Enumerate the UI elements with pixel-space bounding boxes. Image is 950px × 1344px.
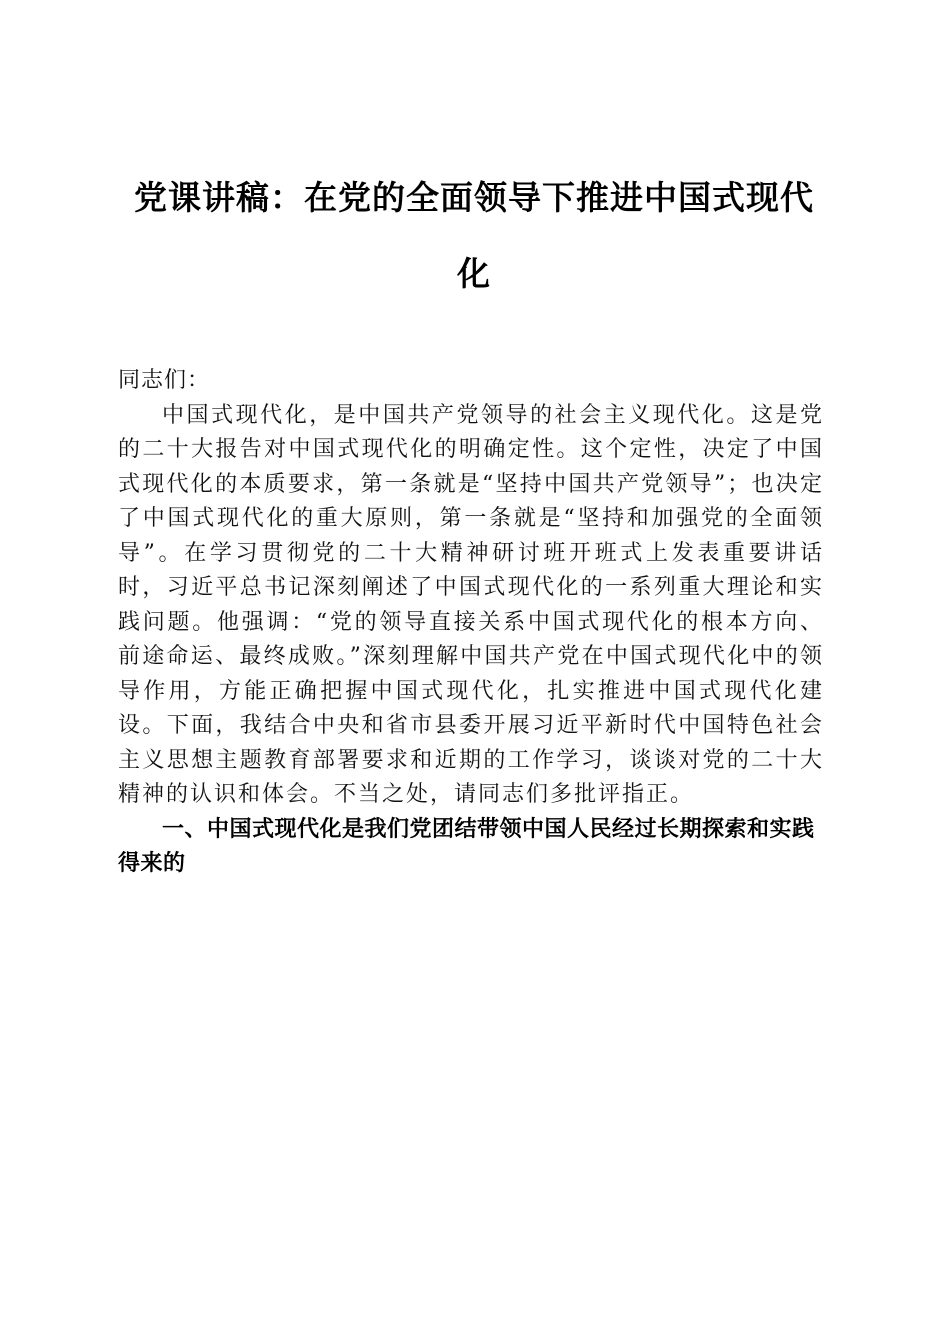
body-paragraph: 中国式现代化，是中国共产党领导的社会主义现代化。这是党的二十大报告对中国式现代化的明确定性。这个定性，决定了中国式现代化的本质要求，第一条就是“坚持中国共产党领导”；也决定了中国式现代化的重大原则，第一条就是“坚持和加强党的全面领导”。在学习贯彻党的二十大精神研讨班开班式上发表重要讲话时，习近平总书记深刻阐述了中国式现代化的一系列重大理论和实践问题。他强调：“党的领导直接关系中国式现代化的根本方向、前途命运、最终成败。”深刻理解中国共产党在中国式现代化中的领导作用，方能正确把握中国式现代化，扎实推进中国式现代化建设。下面，我结合中央和省市县委开展习近平新时代中国特色社会主义思想主题教育部署要求和近期的工作学习，谈谈对党的二十大精神的认识和体会。不当之处，请同志们多批评指正。 [118,402,824,807]
document-title: 党课讲稿：在党的全面领导下推进中国式现代化 [134,178,814,293]
section-heading: 一、中国式现代化是我们党团结带领中国人民经过长期探索和实践得来的 [118,816,815,876]
document-body [118,364,824,882]
salutation: 同志们： [118,368,211,393]
